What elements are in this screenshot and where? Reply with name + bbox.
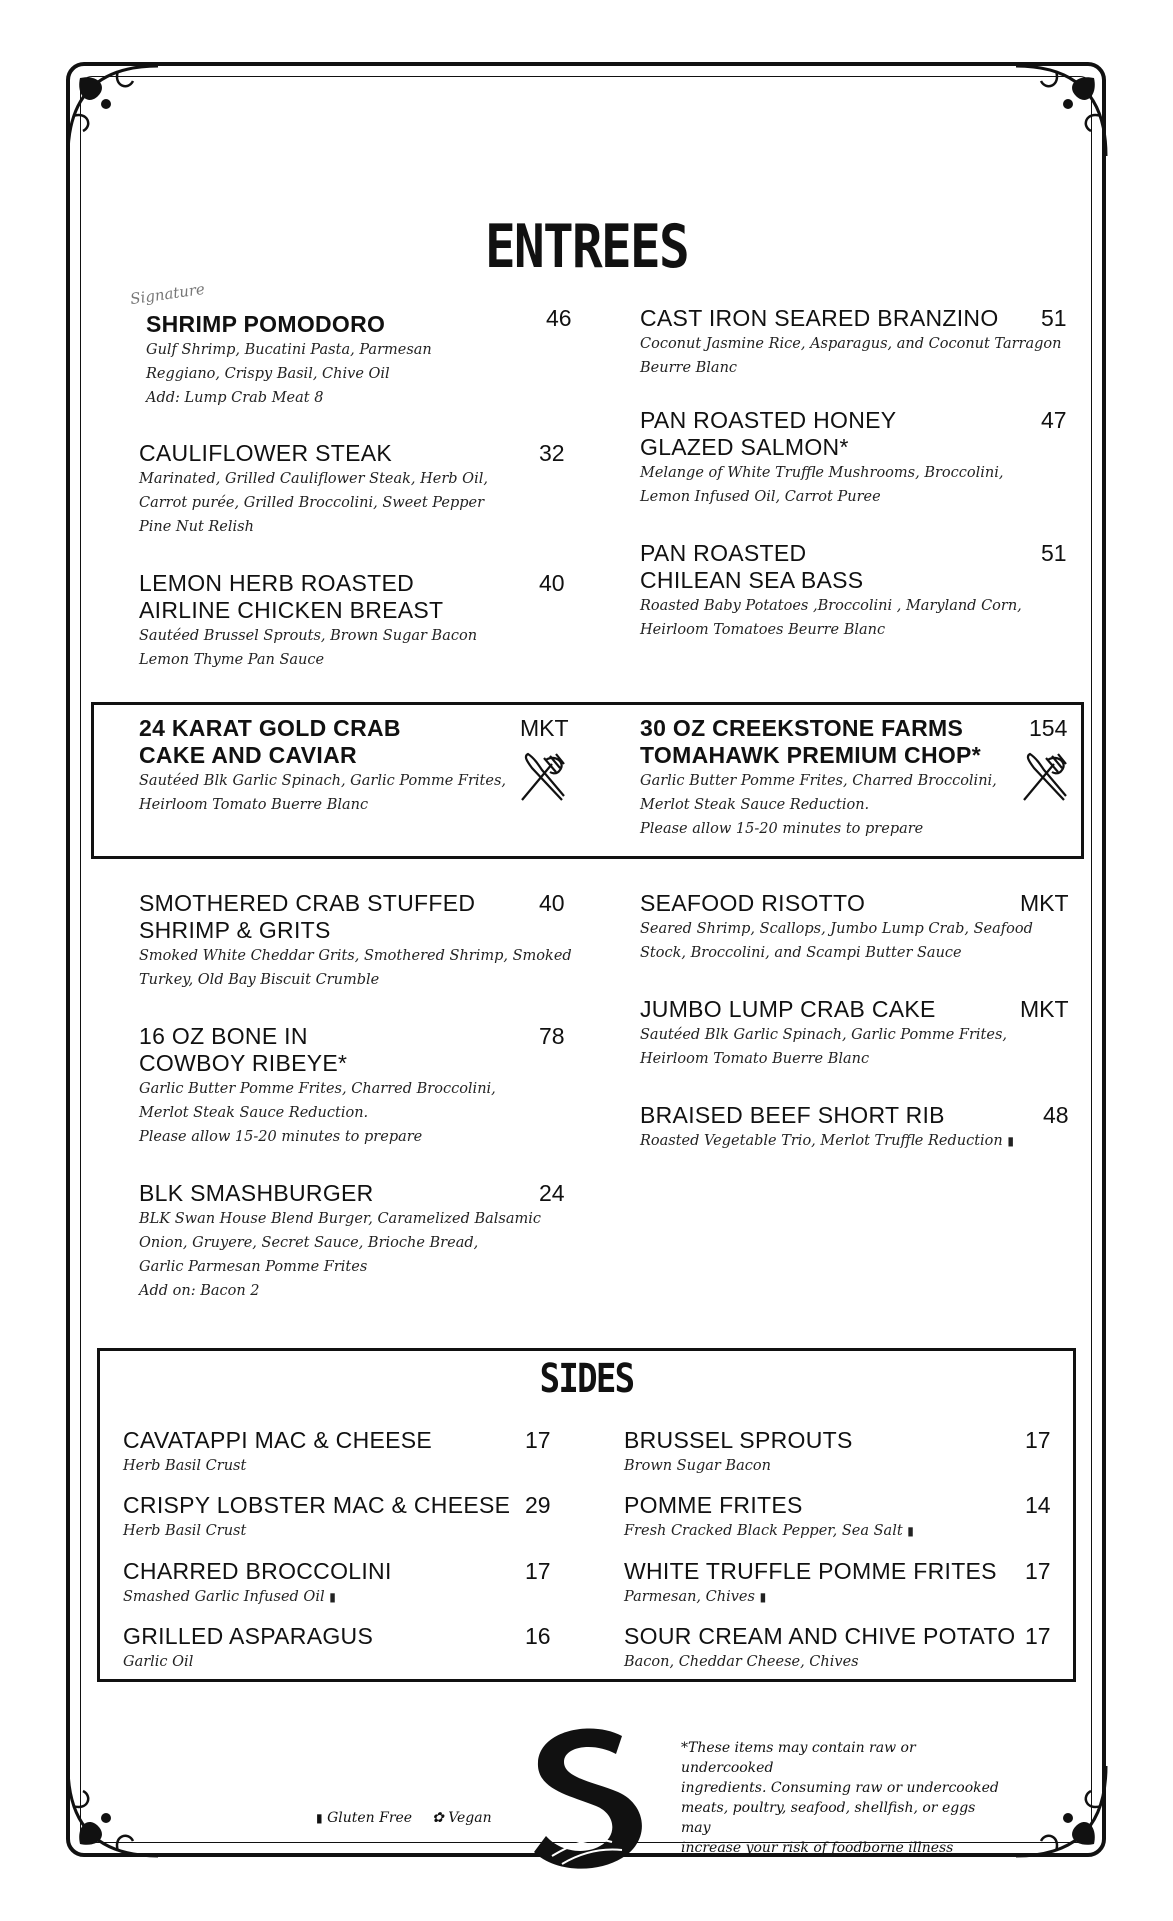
item-desc: Beurre Blanc: [640, 360, 738, 376]
item-desc: Please allow 15-20 minutes to prepare: [640, 821, 924, 837]
sides-title: SIDES: [539, 1356, 634, 1402]
item-desc: Pine Nut Relish: [139, 519, 254, 535]
item-name: LEMON HERB ROASTED: [139, 570, 415, 596]
item-desc: Garlic Butter Pomme Frites, Charred Broccolini,: [640, 773, 997, 789]
item-name: CHARRED BROCCOLINI: [123, 1558, 392, 1584]
item-desc: Carrot purée, Grilled Broccolini, Sweet Pepper: [139, 495, 485, 511]
item-desc: Garlic Parmesan Pomme Frites: [139, 1259, 368, 1275]
item-desc: Merlot Steak Sauce Reduction.: [139, 1105, 369, 1121]
featured-item: [139, 715, 506, 817]
gluten-free-icon: ▮: [329, 1590, 336, 1604]
raw-food-disclaimer: [681, 1738, 1001, 1858]
gluten-free-icon: ▮: [1007, 1134, 1014, 1148]
side-item: [624, 1558, 997, 1609]
item-price: 40: [539, 890, 565, 916]
item-desc: Add on: Bacon 2: [139, 1283, 260, 1299]
item-price: 17: [525, 1558, 551, 1584]
item-desc: Smoked White Cheddar Grits, Smothered Shrimp, Smoked: [139, 948, 572, 964]
item-name: CRISPY LOBSTER MAC & CHEESE: [123, 1492, 511, 1518]
signature-label: Signature: [129, 279, 206, 309]
disclaimer-line: increase your risk of foodborne illness: [681, 1840, 954, 1856]
item-price: 78: [539, 1023, 565, 1049]
gluten-free-icon: ▮: [907, 1524, 914, 1538]
legend-vegan: [432, 1810, 492, 1826]
item-price: 47: [1041, 407, 1067, 433]
menu-item: [640, 996, 1007, 1071]
item-desc: Seared Shrimp, Scallops, Jumbo Lump Crab, Seafood: [640, 921, 1033, 937]
item-name: PAN ROASTED: [640, 540, 807, 566]
item-desc-text: Smashed Garlic Infused Oil: [123, 1589, 325, 1605]
item-desc: Herb Basil Crust: [123, 1523, 247, 1539]
item-desc: Sautéed Blk Garlic Spinach, Garlic Pomme Frites,: [139, 773, 507, 789]
fork-knife-icon: [514, 750, 570, 806]
item-desc: Lemon Infused Oil, Carrot Puree: [640, 489, 881, 505]
item-desc: Lemon Thyme Pan Sauce: [139, 652, 325, 668]
item-price: 17: [1025, 1427, 1051, 1453]
disclaimer-line: ingredients. Consuming raw or undercooked: [681, 1780, 999, 1796]
corner-ornament-icon: [58, 1756, 168, 1866]
item-desc: Herb Basil Crust: [123, 1458, 247, 1474]
item-name: JUMBO LUMP CRAB CAKE: [640, 996, 936, 1022]
item-desc-text: Fresh Cracked Black Pepper, Sea Salt: [624, 1523, 903, 1539]
menu-item: [139, 1023, 496, 1149]
menu-item: [640, 890, 1033, 965]
gluten-free-icon: ▮: [759, 1590, 767, 1604]
gluten-free-icon: ▮: [316, 1811, 323, 1825]
item-price: 29: [525, 1492, 551, 1518]
item-name: POMME FRITES: [624, 1492, 803, 1518]
item-price: 17: [1025, 1623, 1051, 1649]
menu-item: [139, 890, 572, 992]
item-name: CAKE AND CAVIAR: [139, 742, 357, 768]
item-desc: Reggiano, Crispy Basil, Chive Oil: [146, 366, 390, 382]
menu-item: [139, 1180, 541, 1303]
item-name: TOMAHAWK PREMIUM CHOP*: [640, 742, 981, 768]
featured-item: [640, 715, 997, 841]
item-desc: [624, 1519, 914, 1543]
item-price: MKT: [1020, 996, 1069, 1022]
item-name: SHRIMP & GRITS: [139, 917, 331, 943]
item-desc: Add: Lump Crab Meat 8: [146, 390, 324, 406]
item-price: 51: [1041, 540, 1067, 566]
corner-ornament-icon: [58, 56, 168, 166]
item-price: 46: [546, 305, 572, 331]
menu-item: [640, 1102, 1014, 1153]
item-name: BLK SMASHBURGER: [139, 1180, 374, 1206]
entrees-title: ENTREES: [484, 212, 689, 282]
item-desc: Onion, Gruyere, Secret Sauce, Brioche Bread,: [139, 1235, 479, 1251]
legend-vegan-label: Vegan: [448, 1810, 492, 1826]
item-desc: Stock, Broccolini, and Scampi Butter Sauce: [640, 945, 962, 961]
item-desc: Please allow 15-20 minutes to prepare: [139, 1129, 423, 1145]
item-name: 24 KARAT GOLD CRAB: [139, 715, 401, 741]
item-desc: Bacon, Cheddar Cheese, Chives: [624, 1654, 859, 1670]
side-item: [624, 1492, 914, 1543]
item-price: 17: [525, 1427, 551, 1453]
item-name: CAVATAPPI MAC & CHEESE: [123, 1427, 433, 1453]
item-price: 24: [539, 1180, 565, 1206]
item-price: 40: [539, 570, 565, 596]
item-desc: Roasted Baby Potatoes ,Broccolini , Maryland Corn,: [640, 598, 1022, 614]
item-name: SEAFOOD RISOTTO: [640, 890, 866, 916]
leaf-icon: ✿: [432, 1810, 444, 1826]
item-name: 30 OZ CREEKSTONE FARMS: [640, 715, 964, 741]
item-desc: [640, 1129, 1014, 1153]
item-desc: Merlot Steak Sauce Reduction.: [640, 797, 870, 813]
item-desc: Heirloom Tomato Buerre Blanc: [640, 1051, 870, 1067]
item-price: MKT: [1020, 890, 1069, 916]
item-name: GLAZED SALMON*: [640, 434, 849, 460]
item-name: CAULIFLOWER STEAK: [139, 440, 393, 466]
item-desc: Coconut Jasmine Rice, Asparagus, and Coconut Tarragon: [640, 336, 1062, 352]
fork-knife-icon: [1016, 750, 1072, 806]
side-item: [123, 1492, 510, 1543]
item-price: 32: [539, 440, 565, 466]
item-desc: BLK Swan House Blend Burger, Caramelized Balsamic: [139, 1211, 542, 1227]
item-desc: [624, 1585, 997, 1609]
item-desc: Heirloom Tomato Buerre Blanc: [139, 797, 369, 813]
disclaimer-line: meats, poultry, seafood, shellfish, or eggs may: [681, 1800, 976, 1836]
item-desc-text: Roasted Vegetable Trio, Merlot Truffle Reduction: [640, 1133, 1003, 1149]
item-name: SOUR CREAM AND CHIVE POTATO: [624, 1623, 1016, 1649]
item-name: WHITE TRUFFLE POMME FRITES: [624, 1558, 997, 1584]
item-desc: [123, 1585, 392, 1609]
item-desc: Gulf Shrimp, Bucatini Pasta, Parmesan: [146, 342, 432, 358]
menu-item: [146, 311, 432, 410]
item-desc: Sautéed Blk Garlic Spinach, Garlic Pomme Frites,: [640, 1027, 1008, 1043]
item-name: BRUSSEL SPROUTS: [624, 1427, 853, 1453]
item-desc-text: Parmesan, Chives: [624, 1589, 755, 1605]
item-name: COWBOY RIBEYE*: [139, 1050, 348, 1076]
item-desc: Turkey, Old Bay Biscuit Crumble: [139, 972, 380, 988]
item-name: SHRIMP POMODORO: [146, 311, 386, 337]
side-item: [624, 1427, 853, 1478]
item-name: PAN ROASTED HONEY: [640, 407, 897, 433]
item-desc: Sautéed Brussel Sprouts, Brown Sugar Bacon: [139, 628, 478, 644]
item-desc: Melange of White Truffle Mushrooms, Broccolini,: [640, 465, 1004, 481]
menu-item: [640, 407, 1003, 509]
item-desc: Brown Sugar Bacon: [624, 1458, 771, 1474]
side-item: [123, 1427, 432, 1478]
item-name: CAST IRON SEARED BRANZINO: [640, 305, 999, 331]
menu-item: [139, 440, 488, 539]
side-item: [624, 1623, 1016, 1674]
item-desc: Heirloom Tomatoes Beurre Blanc: [640, 622, 886, 638]
item-name: 16 OZ BONE IN: [139, 1023, 308, 1049]
swan-logo-icon: [512, 1724, 662, 1874]
menu-item: [640, 305, 1061, 380]
disclaimer-line: *These items may contain raw or undercooked: [681, 1740, 916, 1776]
menu-item: [139, 570, 477, 672]
corner-ornament-icon: [1006, 56, 1116, 166]
item-name: CHILEAN SEA BASS: [640, 567, 864, 593]
item-price: 16: [525, 1623, 551, 1649]
item-desc: Marinated, Grilled Cauliflower Steak, Herb Oil,: [139, 471, 488, 487]
item-price: 14: [1025, 1492, 1051, 1518]
legend-gluten-free: [316, 1810, 412, 1826]
item-desc: Garlic Butter Pomme Frites, Charred Broccolini,: [139, 1081, 496, 1097]
side-item: [123, 1558, 392, 1609]
item-price: 17: [1025, 1558, 1051, 1584]
item-desc: Garlic Oil: [123, 1654, 194, 1670]
item-price: 154: [1029, 715, 1068, 741]
item-name: BRAISED BEEF SHORT RIB: [640, 1102, 945, 1128]
item-name: GRILLED ASPARAGUS: [123, 1623, 374, 1649]
menu-item: [640, 540, 1022, 642]
side-item: [123, 1623, 373, 1674]
item-price: 48: [1043, 1102, 1069, 1128]
item-name: AIRLINE CHICKEN BREAST: [139, 597, 444, 623]
legend-gluten-free-label: Gluten Free: [327, 1810, 413, 1826]
corner-ornament-icon: [1006, 1756, 1116, 1866]
item-price: 51: [1041, 305, 1067, 331]
item-name: SMOTHERED CRAB STUFFED: [139, 890, 476, 916]
item-price: MKT: [520, 715, 569, 741]
